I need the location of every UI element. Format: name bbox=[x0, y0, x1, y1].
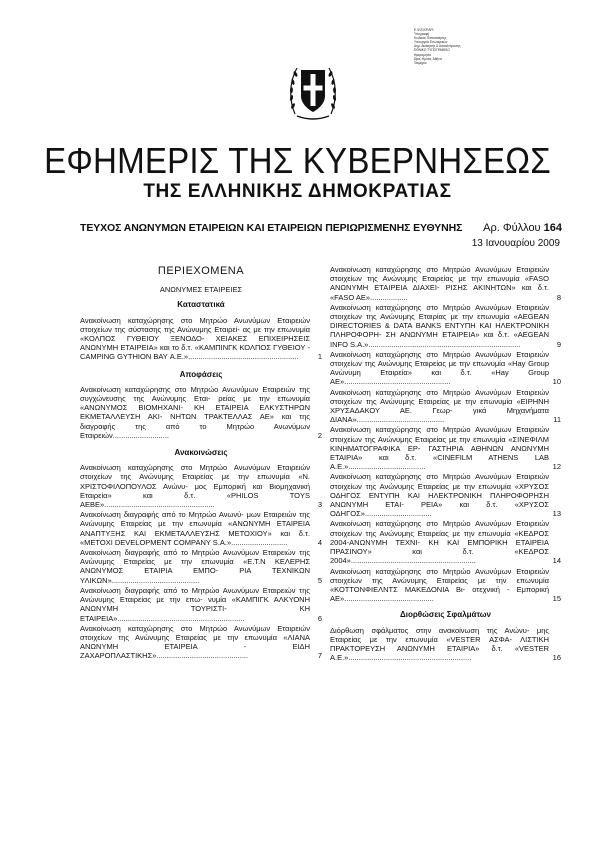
issue-label: Αρ. Φύλλου bbox=[483, 222, 541, 234]
gazette-title: ΕΦΗΜΕΡΙΣ ΤΗΣ ΚΥΒΕΡΝΗΣΕΩΣ bbox=[44, 140, 551, 181]
toc-entry-text: Ανακοίνωση καταχώρησης στο Μητρώο Ανωνύμων Εταιρειών στοιχείων της Ανώνυμης Εταιρείας με την επωνυμία «ΕΙΡΗΝΗ ΧΡΥΣΑΔΑΚΟΥ ΑΕ. Γεωρ- γικά Μηχανήματα ΔΙΑΝΑ».......................................... bbox=[330, 387, 549, 425]
toc-entry-text: Ανακοίνωση καταχώρησης στο Μητρώο Ανωνύμων Εταιρειών στοιχείων της Ανώνυμης Εταιρίας με την επωνυμία «AEGEAN DIRECTORIES & DATA BANKS ΕΝΤΥΠΗ ΚΑΙ ΗΛΕΚΤΡΟΝΙΚΗ ΠΛΗΡΟΦΟΡΗ- ΣΗ ΑΝΩΝΥΜΗ ΕΤΑΙΡΕΙΑ» και δ.τ. «AEGEAN INFO S.A.»......................................................................... bbox=[330, 302, 549, 349]
toc-entry-page: 1 bbox=[317, 352, 322, 362]
toc-entry-page: 9 bbox=[556, 339, 561, 349]
digital-signature-stamp bbox=[414, 28, 474, 65]
toc-entry-text: Ανακοίνωση καταχώρησης στο Μητρώο Ανωνύμων Εταιρειών στοιχείων της Ανώνυμης Εταιρείας με την επωνυμία «ΛΙΑΝΑ ΑΝΩΝΥΜΗ ΕΤΑΙΡΕΙΑ - ΕΙΔΗ ΖΑΧΑΡΟΠΛΑΣΤΙΚΗΣ»............................................ bbox=[80, 623, 310, 661]
toc-entry[interactable] bbox=[330, 388, 561, 425]
toc-entry[interactable] bbox=[330, 350, 561, 387]
toc-entry-text: Ανακοίνωση διαγραφής από το Μητρώο Ανωνύμων Εταιρειών της Ανώνυμης Εταιρείας με την επω- νυμία «ΚΑΜΠΙΓΚ ΑΛΚΥΟΝΗ ΑΝΩΝΥΜΗ ΤΟΥΡΙΣΤΙ- ΚΗ ΕΤΑΙΡΕΙΑ»............................................................. bbox=[80, 585, 310, 623]
toc-entry-page: 15 bbox=[552, 594, 561, 604]
toc-entry[interactable] bbox=[330, 626, 561, 663]
toc-entry-page: 4 bbox=[317, 537, 322, 547]
toc-entry-page: 7 bbox=[317, 651, 322, 661]
toc-entry-text: Ανακοίνωση καταχώρησης στο Μητρώο Ανωνύμων Εταιρειών της συγχώνευσης της Ανώνυμης Εται- ρείας με την επωνυμία «ΑΝΩΝΥΜΟΣ ΒΙΟΜΗΧΑΝΙ- ΚΗ ΕΤΑΙΡΕΙΑ ΕΛΚΥΣΤΗΡΩΝ ΕΚΜΕΤΑΛΛΕΥΣΗ ΑΚΙ- ΝΗΤΩΝ ΤΡΑΚΤΕΛΛΑΣ ΑΕ» και της διαγραφής της από το Μητρώο Ανωνύμων Εταιρειών........................... bbox=[80, 384, 310, 440]
stamp-line: Ώρα, Ημ/νία, Αθήνα bbox=[414, 56, 442, 61]
toc-entry[interactable] bbox=[80, 510, 322, 547]
toc-entry[interactable] bbox=[330, 425, 561, 471]
toc-entry[interactable] bbox=[80, 385, 322, 440]
toc-entry-page: 8 bbox=[556, 292, 561, 302]
gazette-subtitle: ΤΗΣ ΕΛΛΗΝΙΚΗΣ ΔΗΜΟΚΡΑΤΙΑΣ bbox=[143, 181, 452, 202]
contents-left-column bbox=[80, 265, 322, 662]
toc-entry[interactable] bbox=[330, 519, 561, 565]
issue-number-block bbox=[472, 222, 562, 234]
section-heading: Καταστατικά bbox=[177, 300, 225, 310]
coat-of-arms-emblem bbox=[287, 56, 339, 122]
toc-entry[interactable] bbox=[330, 265, 561, 302]
toc-entry-text: Ανακοίνωση καταχώρησης στο Μητρώο Ανωνύμων Εταιρειών στοιχείων της Ανώνυμης Εταιρείας με την επωνυμία «ΚΟΤΤΟΝΦΙΕΛΝΤΣ ΜΑΚΕΔΟΝΙΑ Βι- οτεχνική - Εμπορική ΑΕ»........................................... bbox=[330, 566, 549, 604]
stamp-line: ΕΘΝΙΚΟ ΤΥΠΟΓΡΑΦΕΙΟ bbox=[414, 48, 450, 53]
toc-entry-text: Ανακοίνωση διαγραφής από το Μητρώο Ανωνύμων Εταιρειών της Ανώνυμης Εταιρείας με την επωνυμία «Ε.Τ.Ν ΚΕΛΕΡΗΣ ΑΝΩΝΥΜΟΣ ΕΤΑΙΡΙΑ ΕΜΠΟ- ΡΙΑ ΤΕΧΝΙΚΩΝ ΥΛΙΚΩΝ».......................................... bbox=[80, 548, 310, 585]
stamp-line: Υπουργείο Εσωτερικών bbox=[414, 40, 448, 45]
stamp-line: Κωδικός Πιστοποίησης bbox=[414, 36, 447, 41]
stamp-line: Ε.Ψ.ΕΙΧΡ.ΑΡΙ. bbox=[414, 28, 435, 32]
toc-entry[interactable] bbox=[330, 303, 561, 349]
toc-entry-page: 6 bbox=[317, 613, 322, 623]
issue-number: 164 bbox=[543, 222, 562, 234]
stamp-line: Υπογραφή bbox=[414, 32, 430, 37]
toc-entry[interactable] bbox=[80, 548, 322, 585]
section-heading: Διορθώσεις Σφαλμάτων bbox=[399, 610, 492, 620]
toc-entry-text: Ανακοίνωση καταχώρησης στο Μητρώο Ανωνύμων Εταιρειών στοιχείων της Ανώνυμης Εταιρείας με την επωνυμία «ΣΙΝΕΦΙΛΜ ΚΙΝΗΜΑΤΟΓΡΑΦΙΚΑ ΕΡ- ΓΑΣΤΗΡΙΑ ΑΘΗΝΩΝ ΑΝΩΝΥΜΗ ΕΤΑΙΡΙΑ» και δ.τ. «CINEFILM ATHENS LAB A.E.»..................................... bbox=[330, 425, 549, 472]
issue-date: 13 Ιανουαρίου 2009 bbox=[471, 238, 560, 249]
toc-entry-page: 2 bbox=[317, 430, 322, 440]
toc-entry-page: 13 bbox=[552, 509, 561, 519]
contents-right-column bbox=[330, 265, 561, 663]
contents-group-heading: ΑΝΩΝΥΜΕΣ ΕΤΑΙΡΕΙΕΣ bbox=[159, 285, 243, 295]
toc-entry[interactable] bbox=[330, 472, 561, 518]
toc-entry-text: Ανακοίνωση καταχώρησης στο Μητρώο Ανωνύμων Εταιρειών στοιχείων της Ανώνυμης Εταιρείας με την επωνυμία «ΚΕΔΡΟΣ 2004-ΑΝΩΝΥΜΗ ΤΕΧΝΙ- ΚΗ ΚΑΙ ΕΜΠΟΡΙΚΗ ΕΤΑΙΡΕΙΑ ΠΡΑΣΙΝΟΥ» και δ.τ. «ΚΕΔΡΟΣ 2004»............................................................ bbox=[330, 519, 549, 566]
toc-entry-page: 5 bbox=[317, 575, 322, 585]
stamp-line: Ημερομηνία bbox=[414, 52, 431, 57]
toc-entry[interactable] bbox=[330, 567, 561, 604]
toc-entry-page: 10 bbox=[552, 377, 561, 387]
stamp-line: Δημ. Διοίκησης & Αποκέντρωσης bbox=[414, 44, 461, 49]
toc-entry-text: Ανακοίνωση διαγραφής από το Μητρώο Ανωνύ- μων Εταιρειών της Ανώνυμης Εταιρείας με την επωνυμία «ΑΝΩΝΥΜΗ ΕΤΑΙΡΕΙΑ ΑΝΑΠΤΥΞΗΣ ΚΑΙ ΕΚΜΕΤΑΛΛΕΥΣΗΣ ΜΕΤΟΧΙΟΥ» και δ.τ. «ΜΕΤΟΧΙ DEVELOPMENT COMPANY S.A.»........................... bbox=[80, 510, 310, 547]
toc-entry-text: Ανακοίνωση καταχώρησης στο Μητρώο Ανωνύμων Εταιρειών στοιχείων της σύστασης της Ανώνυμης Εταιρεί- ας με την επωνυμία «ΚΟΛΠΟΣ ΓΥΘΕΙΟΥ ΞΕΝΟΔΟ- ΧΕΙΑΚΕΣ ΕΠΙΧΕΙΡΗΣΕΙΣ ΑΝΩΝΥΜΗ ΕΤΑΙΡΕΙΑ» και το δ.τ. «ΚΑΜΠΙΝΓΚ ΚΟΛΠΟΣ ΓΥΘΕΙΟΥ - CAMPING GYTHION BAY Α.Ε.»..................................................... bbox=[80, 315, 310, 362]
toc-entry-text: Διόρθωση σφάλματος στην ανακοίνωση της Ανώνυ- μης Εταιρείας με την επωνυμία «VESTER ΑΣΦΑ- ΛΙΣΤΙΚΗ ΠΡΑΚΤΟΡΕΥΣΗ ΑΝΩΝΥΜΗ ΕΤΑΙΡΙΑ» δ.τ. «VESTER A.E.»........................................................... bbox=[330, 625, 549, 663]
toc-entry[interactable] bbox=[80, 586, 322, 623]
toc-entry[interactable] bbox=[80, 463, 322, 509]
issue-series: ΤΕΥΧΟΣ ΑΝΩΝΥΜΩΝ ΕΤΑΙΡΕΙΩΝ ΚΑΙ ΕΤΑΙΡΕΙΩΝ ΠΕΡΙΩΡΙΣΜΕΝΗΣ ΕΥΘΥΝΗΣ bbox=[80, 222, 463, 234]
section-heading: Ανακοινώσεις bbox=[174, 448, 228, 458]
toc-entry[interactable] bbox=[80, 624, 322, 661]
stamp-line: Τεκμήριο bbox=[414, 60, 427, 65]
toc-entry-text: Ανακοίνωση καταχώρησης στο Μητρώο Ανωνύμων Εταιρειών στοιχείων της Ανώνυμης Εταιρείας με την επωνυμία «FASO ΑΝΩΝΥΜΗ ΕΤΑΙΡΕΙΑ ΔΙΑΧΕΙ- ΡΙΣΗΣ ΑΚΙΝΗΤΩΝ» και δ.τ. «FASO AE».................. bbox=[330, 265, 549, 302]
toc-entry-page: 11 bbox=[553, 415, 561, 425]
contents-title: ΠΕΡΙΕΧΟΜΕΝΑ bbox=[157, 265, 245, 277]
toc-entry-page: 3 bbox=[317, 500, 322, 510]
toc-entry-page: 14 bbox=[552, 556, 561, 566]
toc-entry-page: 12 bbox=[552, 462, 561, 472]
toc-entry-page: 16 bbox=[552, 653, 561, 663]
toc-entry-text: Ανακοίνωση καταχώρησης στο Μητρώο Ανωνύμων Εταιρειών στοιχείων της Ανώνυμης Εταιρείας με την επωνυμία «ΧΡΥΣΟΣ ΟΔΗΓΟΣ ΕΝΤΥΠΗ ΚΑΙ ΗΛΕΚΤΡΟΝΙΚΗ ΠΛΗΡΟΦΟΡΗΣΗ ΑΝΩΝΥΜΗ ΕΤΑΙ- ΡΕΙΑ» και δ.τ. «ΧΡΥΣΟΣ ΟΔΗΓΟΣ»................................ bbox=[330, 472, 549, 519]
toc-entry[interactable] bbox=[80, 316, 322, 362]
toc-entry-text: Ανακοίνωση καταχώρησης στο Μητρώο Ανωνύμων Εταιρειών στοιχείων της Ανώνυμης Εταιρείας με την επωνυμία «Ν. ΧΡΙΣΤΟΦΙΛΟΠΟΥΛΟΣ Ανώνυ- μος Εμπορική και Βιομηχανική Εταιρεία» και δ.τ. «PHILOS TOYS ΑΕΒΕ»..................................................... bbox=[80, 463, 310, 510]
section-heading: Αποφάσεις bbox=[179, 369, 223, 379]
toc-entry-text: Ανακοίνωση καταχώρησης στο Μητρώο Ανωνύμων Εταιρειών στοιχείων της Ανώνυμης Εταιρείας με την επωνυμία «Hay Group Ανώνυμη Εταιρεία» και δ.τ. «Hay Group AE»................................................... bbox=[330, 349, 549, 387]
